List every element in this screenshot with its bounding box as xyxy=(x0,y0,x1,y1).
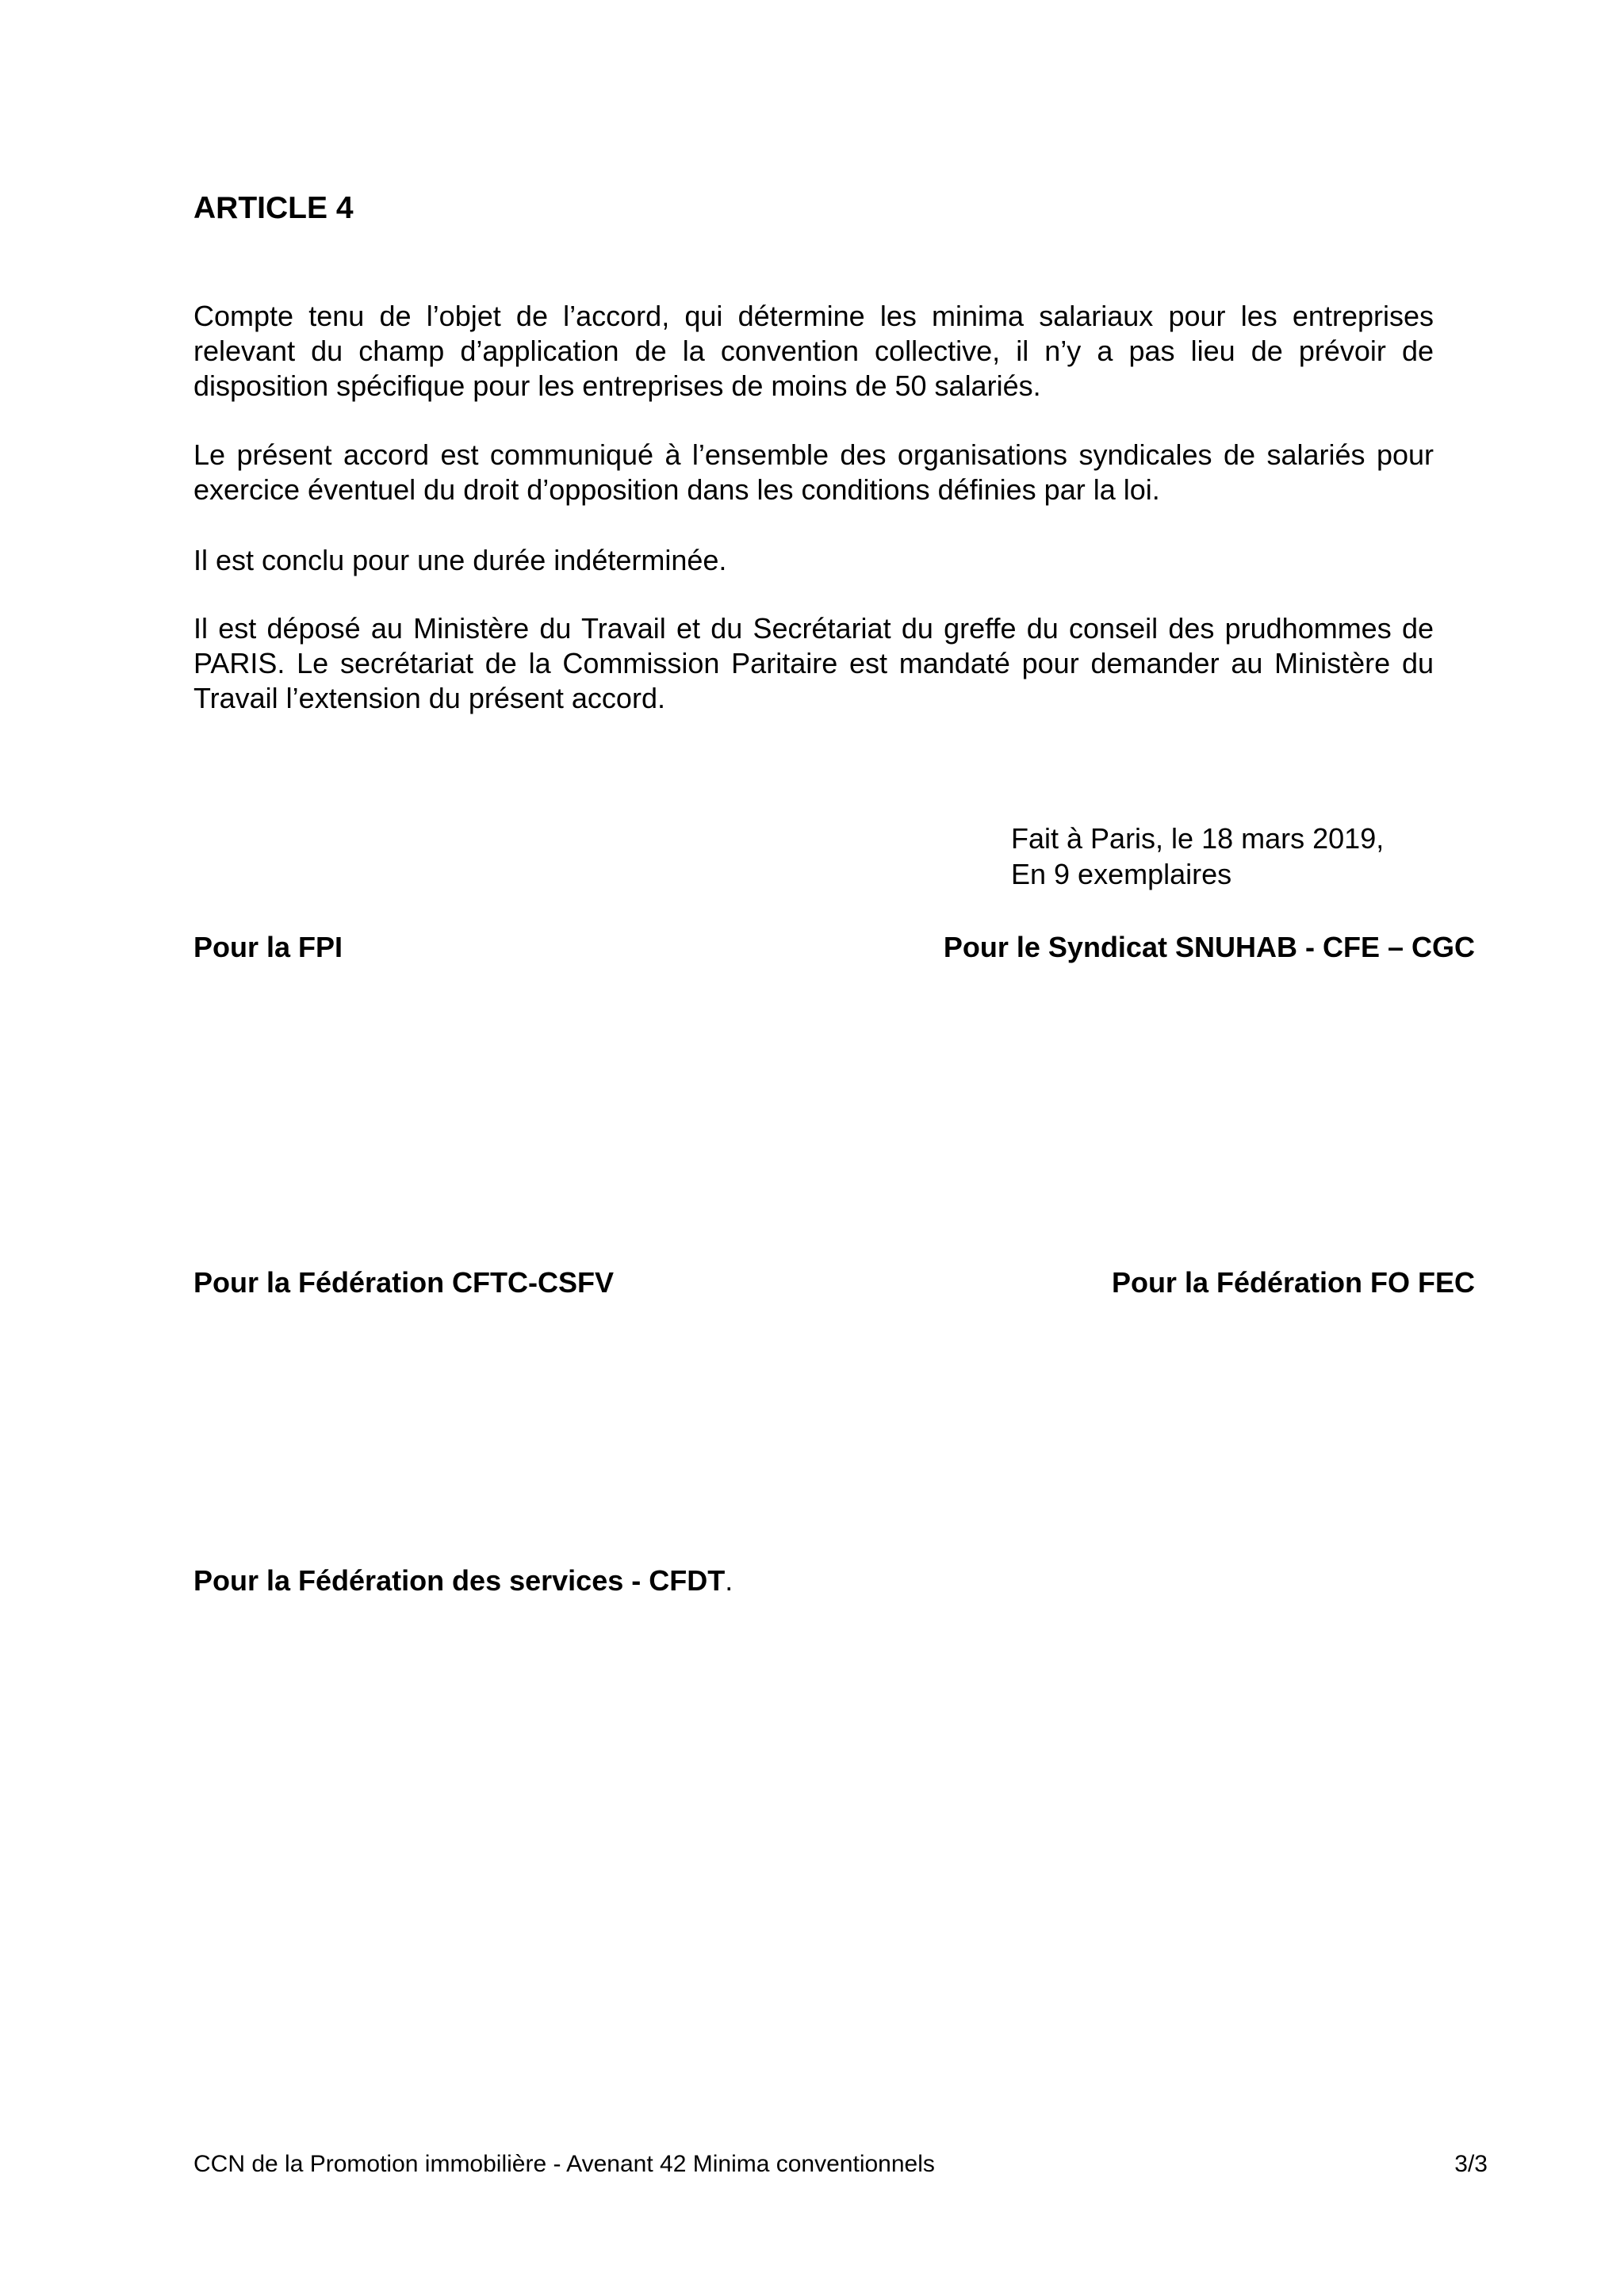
article-paragraph-1: Compte tenu de l’objet de l’accord, qui détermine les minima salariaux pour les entreprises relevant du champ d’application de la convention collective, il n’y a pas lieu de prévoir de disposition spécifique pour les entreprises de moins de 50 salariés. xyxy=(193,300,1434,402)
article-paragraph-3: Il est conclu pour une durée indéterminée. xyxy=(193,544,727,576)
signing-place-date xyxy=(1011,821,1384,892)
signatory-cfdt xyxy=(193,1563,733,1598)
article-paragraph-2: Le présent accord est communiqué à l’ensemble des organisations syndicales de salariés pour exercice éventuel du droit d’opposition dans les conditions définies par la loi. xyxy=(193,438,1434,506)
signatory-cftc: Pour la Fédération CFTC-CSFV xyxy=(193,1266,615,1299)
signatory-snuhab: Pour le Syndicat SNUHAB - CFE – CGC xyxy=(943,931,1475,963)
signatory-cfdt-label: Pour la Fédération des services - CFDT xyxy=(193,1564,726,1597)
footer-page-number: 3/3 xyxy=(1454,2151,1488,2177)
article-heading: ARTICLE 4 xyxy=(193,191,354,225)
signatory-fpi: Pour la FPI xyxy=(193,931,343,963)
footer-title: CCN de la Promotion immobilière - Avenant 42 Minima conventionnels xyxy=(193,2151,935,2177)
signing-place-date-line: Fait à Paris, le 18 mars 2019, xyxy=(1011,822,1385,855)
signatory-cfdt-suffix: . xyxy=(725,1564,733,1597)
signatory-fo: Pour la Fédération FO FEC xyxy=(1111,1266,1475,1299)
signing-copies-line: En 9 exemplaires xyxy=(1011,858,1232,890)
article-paragraph-4: Il est déposé au Ministère du Travail et du Secrétariat du greffe du conseil des prudhommes de PARIS. Le secrétariat de la Commission Paritaire est mandaté pour demander au Ministère du Travail l’extension du présent accord. xyxy=(193,612,1434,714)
